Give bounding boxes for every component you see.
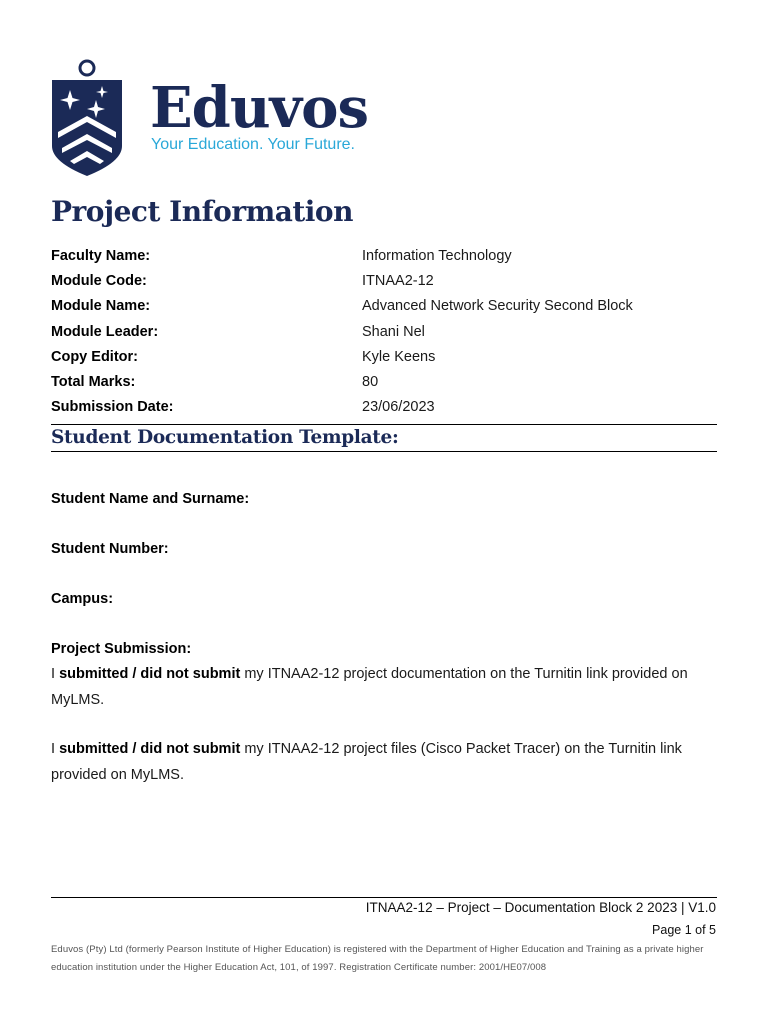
brand-name: Eduvos [150,75,368,141]
brand-tagline: Your Education. Your Future. [151,136,355,153]
section-heading: Student Documentation Template: [51,427,399,448]
documentation-submission-statement [51,662,723,713]
info-value: Kyle Keens [362,348,436,365]
info-row-total-marks [51,370,721,395]
info-value: 23/06/2023 [362,399,435,416]
statement-text: my ITNAA2-12 project documentation on the Turnitin link provided on MyLMS. [51,666,688,708]
project-info-table [51,244,721,420]
footer-document-reference: ITNAA2-12 – Project – Documentation Block 2 2023 | V1.0 [365,900,716,915]
statement-prefix: I [51,741,60,757]
info-row-copy-editor [51,345,721,370]
info-label: Submission Date: [51,399,174,416]
info-row-module-leader [51,320,721,345]
statement-text: my ITNAA2-12 project files (Cisco Packet Tracer) on the Turnitin link provided on MyLMS. [51,741,682,783]
info-value: ITNAA2-12 [362,273,434,290]
info-row-faculty [51,244,721,269]
section-rule-bottom [51,451,717,452]
files-submission-statement [51,737,723,788]
info-row-module-name [51,294,721,319]
info-value: Shani Nel [362,323,425,340]
statement-choice: submitted / did not submit [59,666,241,682]
page-title: Project Information [51,195,353,228]
info-row-module-code [51,269,721,294]
info-label: Module Code: [51,273,147,290]
info-label: Module Leader: [51,323,159,340]
info-row-submission-date [51,395,721,420]
campus-label: Campus: [51,591,114,607]
info-label: Faculty Name: [51,248,151,264]
eduvos-shield-icon [50,58,126,178]
info-label: Total Marks: [51,373,136,390]
statement-prefix: I [51,666,60,682]
statement-choice: submitted / did not submit [59,741,241,757]
student-name-label: Student Name and Surname: [51,491,250,507]
footer-legal-notice: Eduvos (Pty) Ltd (formerly Pearson Institute of Higher Education) is registered with the Department of Higher Education and Training as a private higher education institution under the Higher Education Act, 101, of 1997. Registration Certificate number: 2001/HE07/008 [51,944,704,973]
student-number-label: Student Number: [51,541,169,557]
eduvos-logo [50,58,380,178]
info-value: 80 [362,373,379,390]
info-label: Copy Editor: [51,348,138,365]
info-label: Module Name: [51,298,151,315]
project-submission-label: Project Submission: [51,641,192,657]
info-value: Advanced Network Security Second Block [362,298,633,315]
footer-page-number: Page 1 of 5 [652,923,716,937]
info-value: Information Technology [362,248,512,264]
